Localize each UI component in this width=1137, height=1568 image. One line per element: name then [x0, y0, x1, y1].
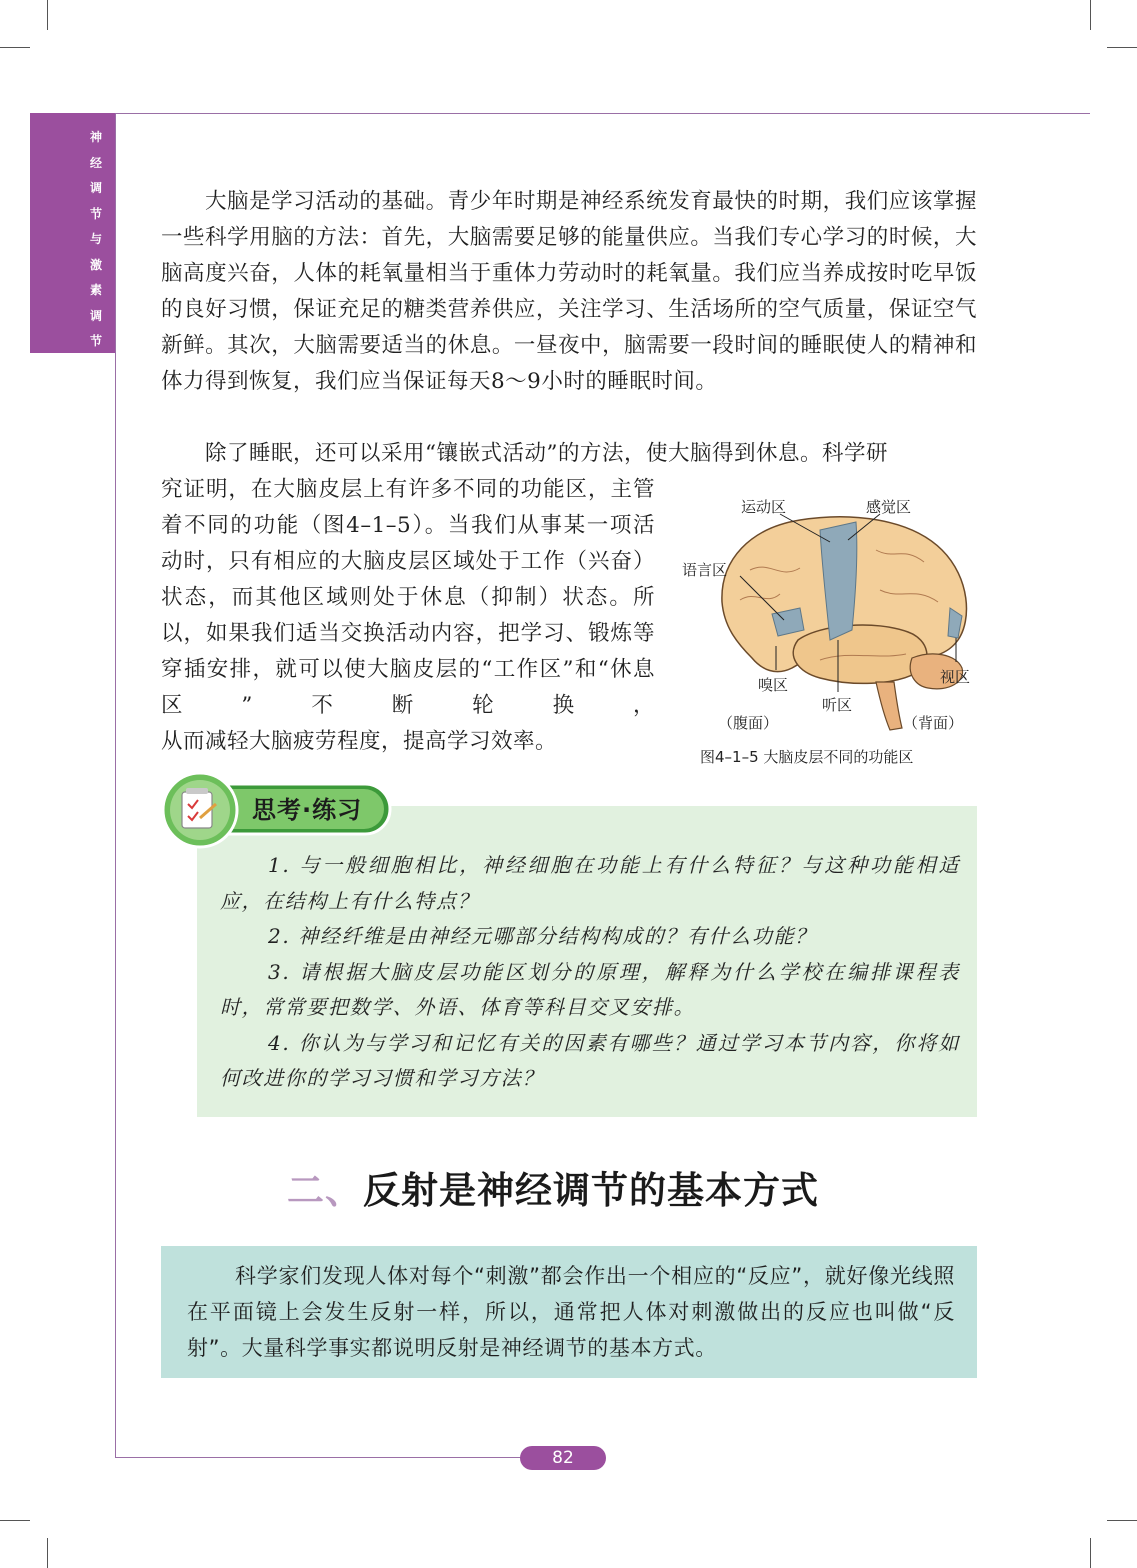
exercise-question: 1. 与一般细胞相比，神经细胞在功能上有什么特征？与这种功能相适应，在结构上有什么特点？ — [220, 853, 960, 913]
section-heading — [287, 1160, 819, 1214]
figure-caption: 图4–1–5 大脑皮层不同的功能区 — [700, 748, 914, 766]
reflex-callout — [161, 1246, 977, 1378]
reflex-callout-text: 科学家们发现人体对每个“刺激”都会作出一个相应的“反应”，就好像光线照在平面镜上会发生反射一样，所以，通常把人体对刺激做出的反应也叫做“反射”。大量科学事实都说明反射是神经调节的基本方式。 — [187, 1264, 955, 1360]
brainstem-shape — [876, 682, 902, 730]
paragraph-brain-use — [161, 184, 977, 400]
notepad-icon — [182, 788, 216, 828]
exercise-question: 4. 你认为与学习和记忆有关的因素有哪些？通过学习本节内容，你将如何改进你的学习习惯和学习方法？ — [220, 1030, 960, 1090]
section-title: 反射是神经调节的基本方式 — [363, 1168, 819, 1212]
temporal-lobe-shape — [793, 625, 927, 683]
exercise-title: 思考·练习 — [252, 796, 363, 824]
page-frame-top — [115, 113, 1090, 114]
chapter-side-tab — [30, 113, 115, 353]
label-ventral: （腹面） — [718, 714, 779, 732]
crop-mark — [47, 1538, 48, 1568]
crop-mark — [1090, 1538, 1091, 1568]
label-language-area: 语言区 — [682, 561, 728, 579]
label-dorsal: （背面） — [903, 714, 964, 732]
page-frame-bottom — [115, 1457, 525, 1458]
label-hearing-area: 听区 — [822, 696, 853, 714]
label-vision-area: 视区 — [940, 668, 971, 686]
chapter-side-tab-label: 神经调节与激素调节 — [89, 130, 102, 348]
crop-mark — [0, 47, 30, 48]
label-sensory-area: 感觉区 — [866, 498, 912, 516]
crop-mark — [0, 1520, 30, 1521]
page-number: 82 — [520, 1446, 606, 1470]
exercise-question: 2. 神经纤维是由神经元哪部分结构构成的？有什么功能？ — [268, 924, 817, 948]
section-number: 二、 — [287, 1168, 363, 1212]
crop-mark — [47, 0, 48, 30]
crop-mark — [1090, 0, 1091, 30]
crop-mark — [1107, 1520, 1137, 1521]
paragraph-mosaic-line1: 除了睡眠，还可以采用“镶嵌式活动”的方法，使大脑得到休息。科学研 — [205, 441, 888, 466]
paragraph-mosaic-rest: 究证明，在大脑皮层上有许多不同的功能区，主管着不同的功能（图4–1–5）。当我们从事某一项活动时，只有相应的大脑皮层区域处于工作（兴奋）状态，而其他区域则处于休息（抑制）状态。所以，如果我们适当交换活动内容，把学习、锻炼等穿插安排，就可以使大脑皮层的“工作区”和“休息区”不断轮换， 从而减轻大脑疲劳程度，提高学习效率。 — [161, 477, 655, 754]
exercise-question: 3. 请根据大脑皮层功能区划分的原理，解释为什么学校在编排课程表时，常常要把数学、外语、体育等科目交叉安排。 — [220, 959, 960, 1019]
page-frame-left — [115, 113, 116, 1458]
label-smell-area: 嗅区 — [758, 676, 789, 694]
label-motor-area: 运动区 — [741, 498, 787, 516]
paragraph-brain-use-text: 大脑是学习活动的基础。青少年时期是神经系统发育最快的时期，我们应该掌握一些科学用脑的方法：首先，大脑需要足够的能量供应。当我们专心学习的时候，大脑高度兴奋，人体的耗氧量相当于重体力劳动时的耗氧量。我们应当养成按时吃早饭的良好习惯，保证充足的糖类营养供应，关注学习、生活场所的空气质量，保证空气新鲜。其次，大脑需要适当的休息。一昼夜中，脑需要一段时间的睡眠使人的精神和体力得到恢复，我们应当保证每天8～9小时的睡眠时间。 — [161, 189, 977, 394]
crop-mark — [1107, 47, 1137, 48]
exercise-questions — [220, 848, 960, 1097]
